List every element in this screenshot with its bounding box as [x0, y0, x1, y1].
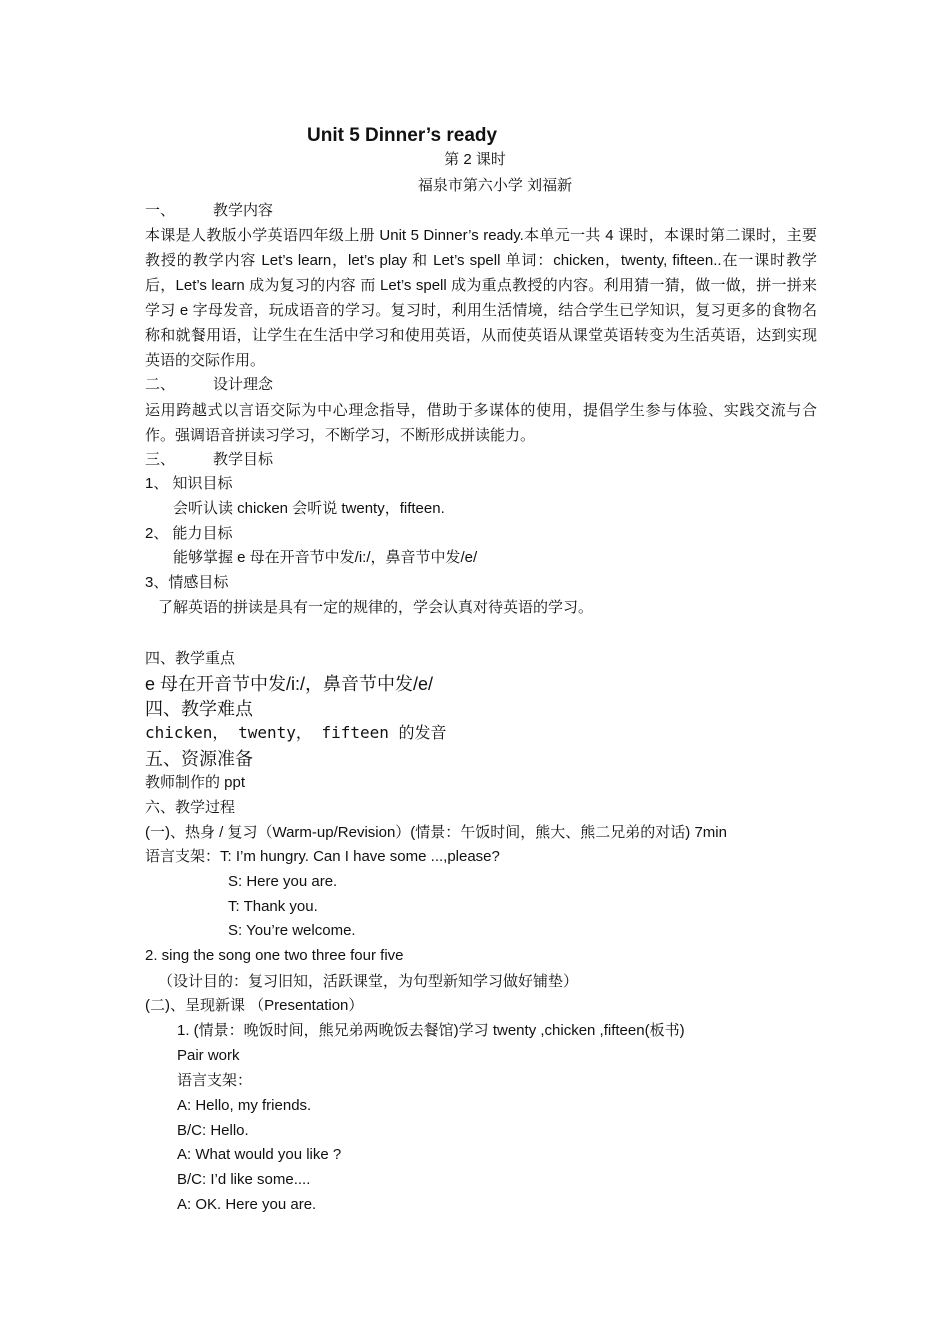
warmup-purpose: （设计目的：复习旧知，活跃课堂，为句型新知学习做好铺垫）: [158, 973, 579, 990]
dialogue-line-3: A: What would you like ?: [177, 1146, 342, 1163]
author-line: 福泉市第六小学 刘福新: [417, 177, 573, 194]
goal-2-heading: 2、 能力目标: [145, 525, 233, 542]
goal-3-heading: 3、情感目标: [145, 574, 229, 591]
dialogue-line-2: B/C: Hello.: [177, 1122, 249, 1139]
lesson-subtitle: 第 2 课时: [444, 151, 506, 168]
dialogue-line-4: B/C: I’d like some....: [177, 1171, 311, 1188]
warmup-song: 2. sing the song one two three four five: [145, 947, 404, 964]
warmup-frame-line-1: 语言支架：T: I’m hungry. Can I have some ...,please?: [145, 848, 500, 865]
warmup-heading: (一)、热身 / 复习（Warm-up/Revision）(情景：午饭时间，熊大、熊二兄弟的对话) 7min: [145, 824, 727, 841]
section-3-heading: [145, 450, 273, 470]
process-heading: 六、教学过程: [145, 799, 236, 816]
resources-heading: 五、资源准备: [145, 749, 253, 769]
goal-3-body: 了解英语的拼读是具有一定的规律的，学会认真对待英语的学习。: [158, 599, 594, 616]
document-title: Unit 5 Dinner’s ready: [307, 125, 498, 146]
section-3-number: 三、: [145, 451, 176, 468]
goal-1-heading: 1、 知识目标: [145, 475, 233, 492]
dialogue-line-1: A: Hello, my friends.: [177, 1097, 312, 1114]
section-2-body: 运用跨越式以言语交际为中心理念指导，借助于多谋体的使用，提倡学生参与体验、实践交流与合作。强调语音拼读习学习，不断学习，不断形成拼读能力。: [145, 402, 817, 444]
section-3-title: 教学目标: [213, 451, 274, 468]
difficulties-heading: 四、教学难点: [145, 699, 253, 719]
warmup-frame-line-3: T: Thank you.: [228, 898, 318, 915]
section-1-title: 教学内容: [213, 202, 274, 219]
goal-1-body: 会听认读 chicken 会听说 twenty，fifteen.: [173, 500, 445, 517]
goal-2-body: 能够掌握 e 母在开音节中发/i:/，鼻音节中发/e/: [173, 549, 478, 566]
resources-body: 教师制作的 ppt: [145, 774, 246, 791]
dialogue-line-5: A: OK. Here you are.: [177, 1196, 317, 1213]
key-points-body: e 母在开音节中发/i:/，鼻音节中发/e/: [145, 674, 434, 694]
section-2-heading: [145, 375, 273, 395]
key-points-heading: 四、教学重点: [145, 650, 236, 667]
presentation-frame-label: 语言支架：: [177, 1072, 253, 1089]
section-2-number: 二、: [145, 376, 176, 393]
presentation-step-1: 1. (情景：晚饭时间，熊兄弟两晚饭去餐馆)学习 twenty ,chicken ,fifteen(板书): [177, 1022, 685, 1039]
warmup-frame-line-4: S: You’re welcome.: [228, 922, 356, 939]
section-1-heading: [145, 201, 273, 221]
section-2-title: 设计理念: [213, 376, 274, 393]
warmup-frame-line-2: S: Here you are.: [228, 873, 338, 890]
pair-work-label: Pair work: [177, 1047, 240, 1064]
presentation-heading: (二)、呈现新课 （Presentation）: [145, 997, 364, 1014]
difficulties-body: chicken， twenty， fifteen 的发音: [145, 723, 447, 742]
section-1-body: 本课是人教版小学英语四年级上册 Unit 5 Dinner’s ready.本单元一共 4 课时，本课时第二课时，主要教授的教学内容 Let’s learn，let’s play 和 Let’s spell 单词：chicken，twenty, fifteen..在一课时教学后，Let’s learn 成为复习的内容 而 Let’s spell 成为重点教授的内容。利用猜一猜，做一做，拼一拼来学习 e 字母发音，玩成语音的学习。复习时，利用生活情境，结合学生已学知识，复习更多的食物名称和就餐用语，让学生在生活中学习和使用英语，从而使英语从课堂英语转变为生活英语，达到实现英语的交际作用。: [145, 227, 817, 369]
section-1-number: 一、: [145, 202, 176, 219]
